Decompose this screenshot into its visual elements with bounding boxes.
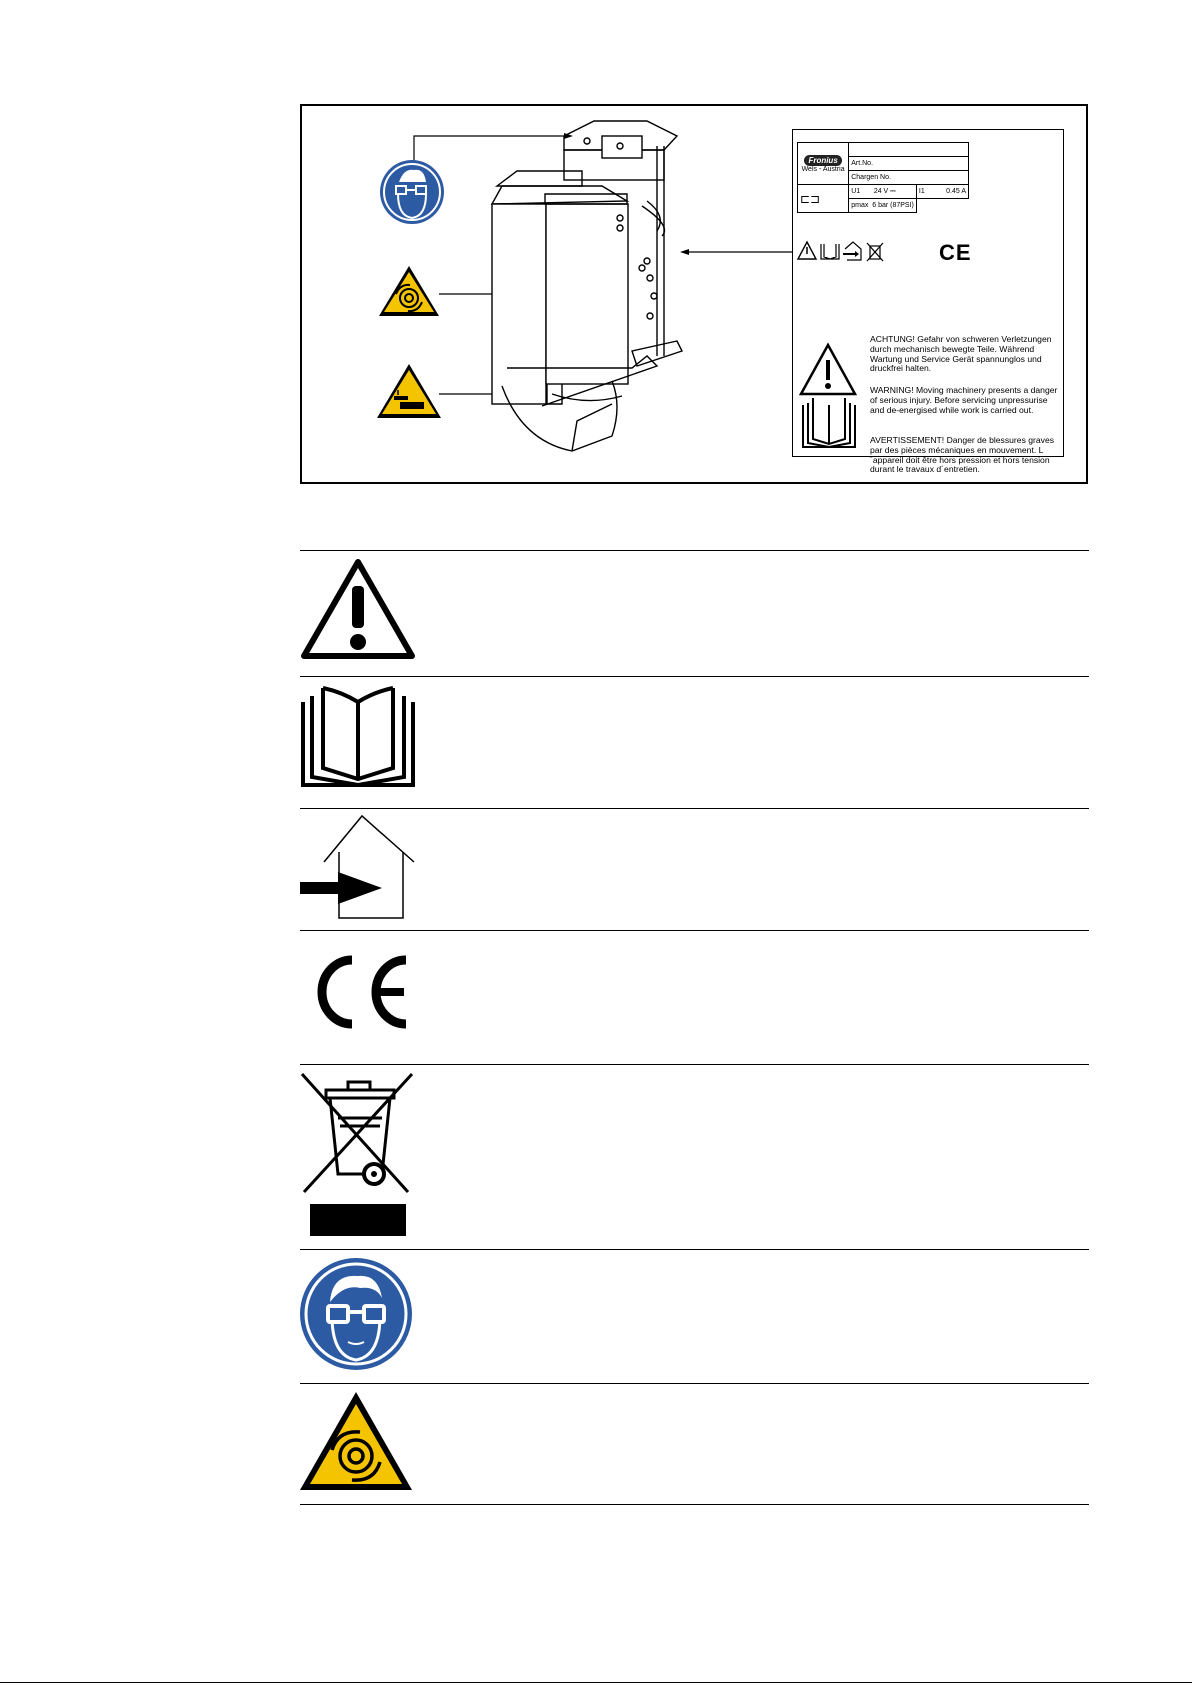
plate-symbol-strip bbox=[797, 240, 897, 262]
u1-value: 24 V bbox=[873, 187, 889, 195]
divider bbox=[300, 1383, 1089, 1384]
rotating-parts-warning-icon bbox=[300, 1390, 416, 1494]
eye-protection-icon bbox=[300, 1256, 416, 1372]
plate-location: Wels - Austria bbox=[801, 165, 845, 173]
charge-no-label: Chargen No. bbox=[849, 171, 969, 185]
plate-manual-icon bbox=[799, 395, 859, 450]
brand-logo: Fronius bbox=[804, 155, 841, 166]
plate-warning-en: WARNING! Moving machinery presents a danger of serious injury. Before servicing unpressurise and de-energised while work is carried out. bbox=[870, 385, 1058, 415]
plate-warning-fr: AVERTISSEMENT! Danger de blessures graves par des pièces mécaniques en mouvement. L´appareil doit être hors pression et hors tension durant le travaux d´entretien. bbox=[870, 435, 1055, 475]
pmax-value: 6 bar (87PSI) bbox=[872, 202, 914, 209]
weee-disposal-icon bbox=[300, 1070, 416, 1238]
device-body bbox=[492, 121, 682, 451]
warning-triangle-icon bbox=[300, 556, 416, 664]
plate-table: Fronius Wels - Austria Art.No. Chargen No. ⊏⊐ U1 24 V ⎓ I1 0.45 A pmax 6 bar (87PSI) bbox=[797, 142, 969, 213]
plate-warning-de: ACHTUNG! Gefahr von schweren Verletzungen durch mechanisch bewegte Teile. Während Wartung und Service Gerät spannunglos und druckfrei halten. bbox=[870, 334, 1052, 374]
divider bbox=[300, 808, 1089, 809]
read-manual-icon bbox=[300, 684, 416, 788]
crush-hazard-sign bbox=[377, 364, 441, 418]
rotating-parts-sign bbox=[379, 266, 439, 316]
divider bbox=[300, 676, 1089, 677]
divider bbox=[300, 1249, 1089, 1250]
page-footer-line bbox=[0, 1682, 1192, 1683]
ce-mark-icon bbox=[300, 950, 416, 1034]
divider bbox=[300, 1504, 1089, 1505]
divider bbox=[300, 550, 1089, 551]
i1-value: 0.45 A bbox=[946, 188, 966, 195]
eye-protection-sign bbox=[380, 160, 444, 224]
pmax-label: pmax bbox=[851, 202, 869, 209]
u1-label: U1 bbox=[851, 187, 861, 195]
indoor-use-icon bbox=[300, 814, 416, 920]
divider bbox=[300, 930, 1089, 931]
plate-ce-mark: CE bbox=[939, 240, 972, 265]
device-figure bbox=[300, 104, 1088, 484]
rating-plate bbox=[792, 129, 1064, 475]
divider bbox=[300, 1064, 1089, 1065]
i1-label: I1 bbox=[918, 188, 925, 195]
art-no-label: Art.No. bbox=[849, 157, 969, 171]
plate-warning-icon bbox=[799, 342, 859, 398]
